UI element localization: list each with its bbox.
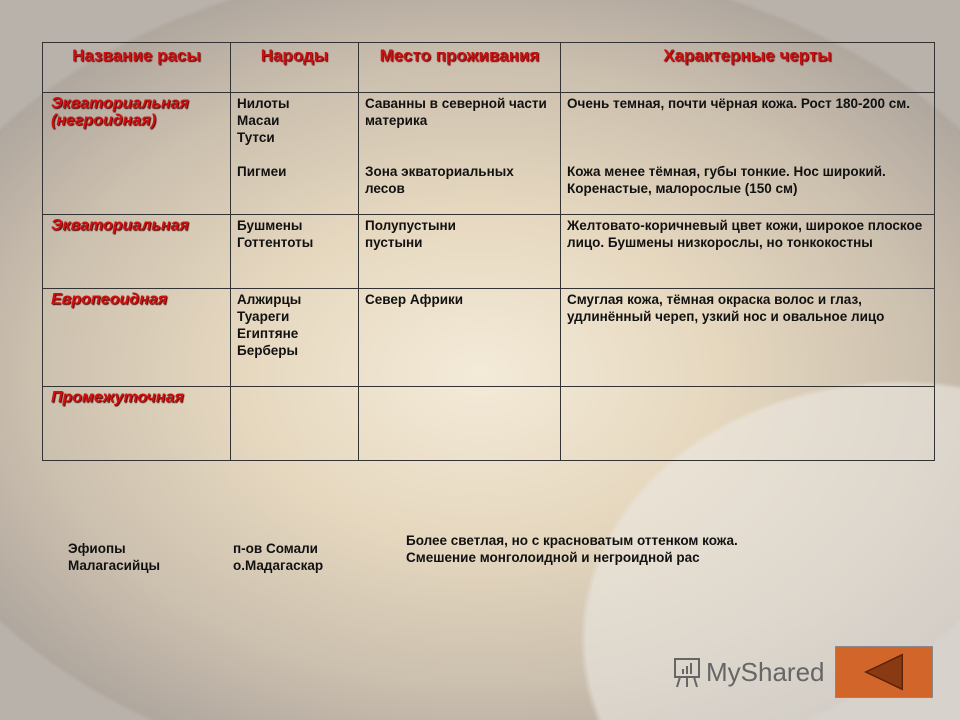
place: Саванны в северной части материка bbox=[365, 96, 547, 128]
place-cell: Полупустыни пустыни bbox=[359, 215, 561, 289]
traits: Кожа менее тёмная, губы тонкие. Нос широкий. Коренастые, малорослые (150 см) bbox=[567, 164, 886, 196]
header-place: Место проживания bbox=[359, 43, 561, 93]
presentation-icon bbox=[672, 655, 702, 689]
watermark-text: MyShared bbox=[706, 656, 825, 687]
peoples-cell bbox=[231, 289, 359, 387]
header-traits: Характерные черты bbox=[561, 43, 935, 93]
place: п-ов Сомали bbox=[233, 541, 318, 556]
place-cell: Север Африки bbox=[359, 289, 561, 387]
traits-cell: Желтовато-коричневый цвет кожи, широкое плоское лицо. Бушмены низкорослы, но тонкокостны bbox=[561, 215, 935, 289]
peoples-cell bbox=[231, 215, 359, 289]
people: Египтяне bbox=[237, 326, 299, 341]
people: Эфиопы bbox=[68, 541, 126, 556]
previous-slide-button[interactable] bbox=[835, 646, 933, 698]
place: Зона экваториальных лесов bbox=[365, 164, 514, 196]
traits-cell bbox=[561, 387, 935, 461]
table-row bbox=[43, 93, 935, 215]
race-name: Экваториальная bbox=[43, 215, 231, 289]
people: Берберы bbox=[237, 343, 299, 358]
extra-places bbox=[233, 540, 323, 574]
back-arrow-icon bbox=[836, 647, 932, 697]
people: Нилоты bbox=[237, 96, 290, 111]
people: Алжирцы bbox=[237, 292, 302, 307]
table-row bbox=[43, 387, 935, 461]
table-row bbox=[43, 289, 935, 387]
people: Масаи bbox=[237, 113, 280, 128]
people: Бушмены bbox=[237, 218, 303, 233]
header-race: Название расы bbox=[43, 43, 231, 93]
place: о.Мадагаскар bbox=[233, 558, 324, 573]
traits: Очень темная, почти чёрная кожа. Рост 180-200 см. bbox=[567, 96, 911, 111]
extra-traits: Более светлая, но с красноватым оттенком кожа. Смешение монголоидной и негроидной рас bbox=[406, 533, 738, 565]
table-row bbox=[43, 215, 935, 289]
people: Тутси bbox=[237, 130, 275, 145]
peoples-cell bbox=[231, 387, 359, 461]
watermark-logo bbox=[672, 655, 825, 689]
race-name: Промежуточная bbox=[43, 387, 231, 461]
traits-cell: Смуглая кожа, тёмная окраска волос и глаз, удлинённый череп, узкий нос и овальное лицо bbox=[561, 289, 935, 387]
races-table bbox=[42, 42, 935, 461]
place-cell bbox=[359, 387, 561, 461]
race-name: Экваториальная (негроидная) bbox=[43, 93, 231, 215]
race-name: Европеоидная bbox=[43, 289, 231, 387]
people: Готтентоты bbox=[237, 235, 314, 250]
header-peoples: Народы bbox=[231, 43, 359, 93]
peoples-cell bbox=[231, 93, 359, 215]
people: Пигмеи bbox=[237, 164, 287, 179]
extra-peoples bbox=[68, 540, 160, 574]
people: Туареги bbox=[237, 309, 290, 324]
place-cell bbox=[359, 93, 561, 215]
table-header-row bbox=[43, 43, 935, 93]
people: Малагасийцы bbox=[68, 558, 161, 573]
traits-cell bbox=[561, 93, 935, 215]
